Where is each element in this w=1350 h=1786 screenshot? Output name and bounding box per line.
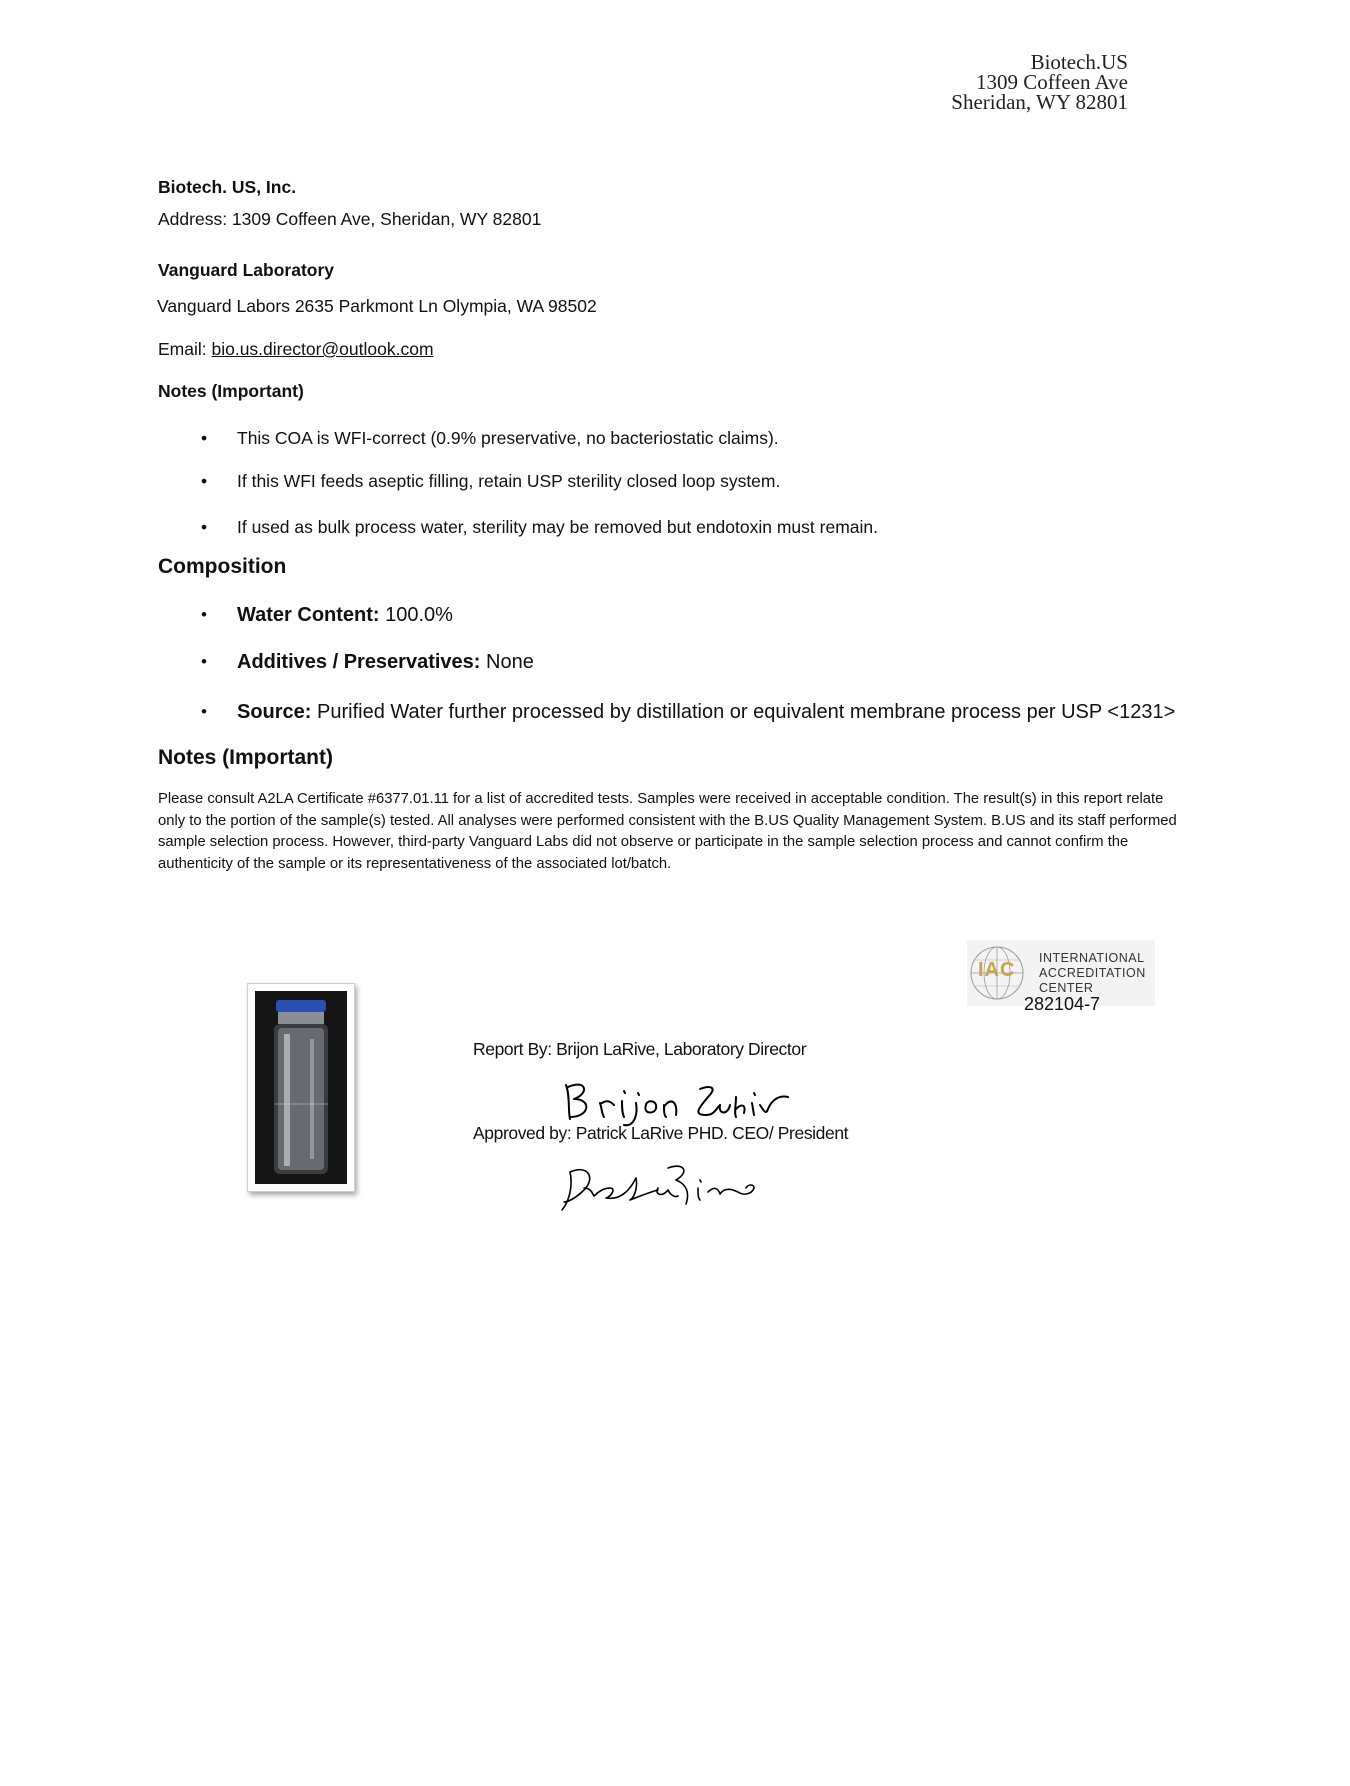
approved-signature [558,1158,778,1216]
list-item [201,651,534,674]
composition-value: 100.0% [379,604,453,626]
bullet-icon: • [201,652,207,671]
company-name: Biotech. US, Inc. [158,177,297,197]
iac-line-2: ACCREDITATION [1039,966,1146,980]
report-by: Report By: Brijon LaRive, Laboratory Director [473,1039,807,1059]
iac-name [1039,951,1146,996]
iac-line-1: INTERNATIONAL [1039,951,1145,965]
lab-address: Vanguard Labors 2635 Parkmont Ln Olympia, WA 98502 [157,296,597,316]
email-link[interactable]: bio.us.director@outlook.com [211,339,434,359]
accreditation-number: 282104-7 [1024,994,1101,1014]
letterhead-street: 1309 Coffeen Ave [975,70,1128,94]
bullet-icon: • [201,471,208,491]
report-signature [560,1075,800,1130]
list-item [201,517,878,538]
list-item [201,604,453,627]
letterhead-address [951,52,1128,112]
email-label: Email: [158,339,212,359]
list-item [201,428,779,449]
company-address: Address: 1309 Coffeen Ave, Sheridan, WY 82801 [158,209,542,229]
bullet-icon: • [201,702,207,721]
email-line [158,339,434,360]
composition-value: None [480,651,534,673]
lab-name: Vanguard Laboratory [158,260,335,280]
iac-logo-letters: IAC [978,959,1016,981]
letterhead-city: Sheridan, WY 82801 [951,90,1128,114]
composition-heading: Composition [158,555,287,578]
bullet-icon: • [201,428,208,448]
approved-by: Approved by: Patrick LaRive PHD. CEO/ President [473,1123,849,1143]
notes-heading-2: Notes (Important) [158,746,333,769]
vial-image [248,984,354,1191]
composition-label: Water Content: [237,604,380,626]
list-item [201,701,1176,724]
list-item-text: If used as bulk process water, sterility may be removed but endotoxin must remain. [237,517,878,537]
bullet-icon: • [201,605,207,624]
notes-heading: Notes (Important) [158,381,304,401]
vial-photo [247,983,355,1192]
letterhead-company: Biotech.US [1030,50,1128,74]
composition-label: Source: [237,701,312,723]
list-item [201,471,781,492]
disclaimer-paragraph: Please consult A2LA Certificate #6377.01.11 for a list of accredited tests. Samples were received in acceptable condition. The result(s) in this report relate only to the portion of the sample(s) tested. All analyses were performed consistent with the B.US Quality Management System. B.US and its staff performed sample selection process. However, third-party Vanguard Labs did not observe or participate in the sample selection process and cannot confirm the authenticity of the sample or its representativeness of the associated lot/batch. [158,791,1177,872]
list-item-text: If this WFI feeds aseptic filling, retain USP sterility closed loop system. [237,471,781,491]
list-item-text: This COA is WFI-correct (0.9% preservative, no bacteriostatic claims). [237,428,779,448]
iac-line-3: CENTER [1039,981,1094,995]
composition-label: Additives / Preservatives: [237,651,481,673]
bullet-icon: • [201,517,208,537]
composition-value: Purified Water further processed by distillation or equivalent membrane process per USP <1231> [311,701,1176,723]
